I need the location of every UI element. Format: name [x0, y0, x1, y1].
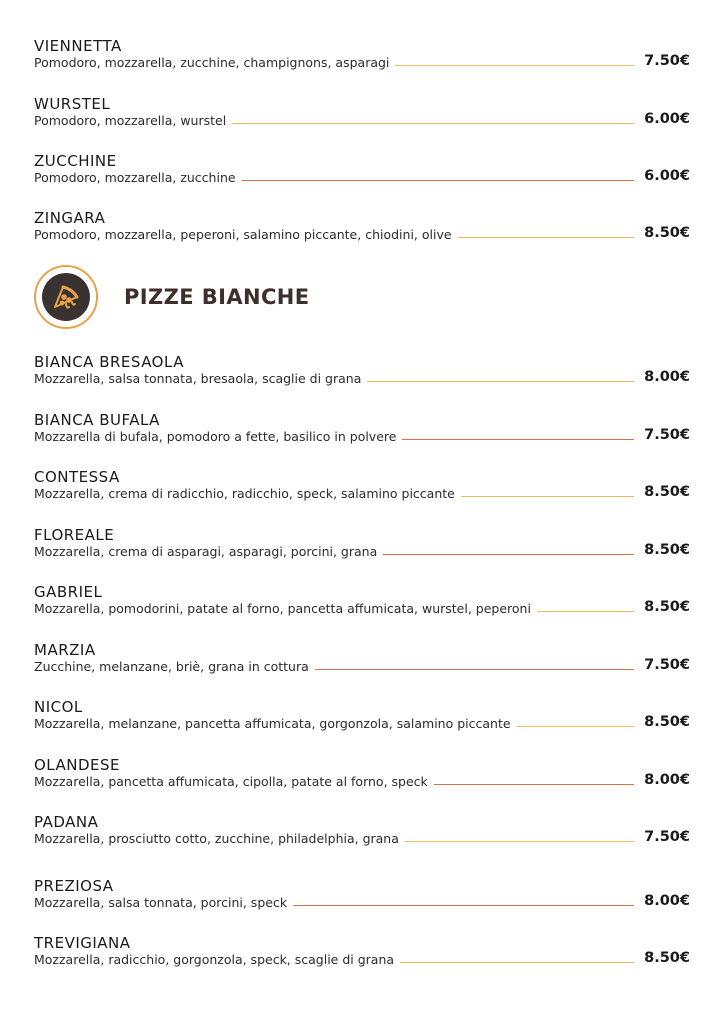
- item-description: Zucchine, melanzane, briè, grana in cottura: [34, 659, 309, 674]
- leader-line: [405, 841, 634, 842]
- menu-item: [34, 934, 690, 974]
- leader-line: [383, 554, 634, 555]
- leader-line: [395, 65, 634, 66]
- item-description: Pomodoro, mozzarella, peperoni, salamino piccante, chiodini, olive: [34, 227, 452, 242]
- leader-line: [458, 237, 634, 238]
- item-description: Mozzarella, crema di radicchio, radicchio, speck, salamino piccante: [34, 486, 455, 501]
- item-description: Mozzarella, salsa tonnata, bresaola, scaglie di grana: [34, 371, 362, 386]
- leader-line: [461, 496, 634, 497]
- item-name: FLOREALE: [34, 526, 115, 544]
- menu-item: [34, 526, 690, 566]
- item-price: 8.50€: [644, 225, 690, 241]
- menu-item: [34, 353, 690, 393]
- item-price: 8.50€: [644, 484, 690, 500]
- leader-line: [367, 381, 634, 382]
- item-name: ZINGARA: [34, 209, 106, 227]
- item-price: 7.50€: [644, 427, 690, 443]
- item-description: Mozzarella, pancetta affumicata, cipolla, patate al forno, speck: [34, 774, 428, 789]
- item-name: PREZIOSA: [34, 877, 114, 895]
- item-name: TREVIGIANA: [34, 934, 131, 952]
- item-description: Mozzarella di bufala, pomodoro a fette, basilico in polvere: [34, 429, 397, 444]
- leader-line: [400, 962, 634, 963]
- item-description: Mozzarella, pomodorini, patate al forno, pancetta affumicata, wurstel, peperoni: [34, 601, 531, 616]
- item-price: 7.50€: [644, 53, 690, 69]
- item-price: 8.00€: [644, 369, 690, 385]
- item-name: WURSTEL: [34, 95, 111, 113]
- item-name: VIENNETTA: [34, 37, 122, 55]
- pizza-slice-icon: [34, 265, 98, 329]
- item-description: Mozzarella, radicchio, gorgonzola, speck, scaglie di grana: [34, 952, 395, 967]
- item-price: 8.50€: [644, 542, 690, 558]
- menu-item: [34, 209, 690, 249]
- item-price: 7.50€: [644, 657, 690, 673]
- menu-item: [34, 37, 690, 77]
- item-name: MARZIA: [34, 641, 96, 659]
- section-header: [34, 265, 434, 335]
- item-price: 7.50€: [644, 829, 690, 845]
- section-title: PIZZE BIANCHE: [124, 285, 310, 309]
- menu-item: [34, 877, 690, 917]
- item-description: Mozzarella, salsa tonnata, porcini, speck: [34, 895, 288, 910]
- leader-line: [315, 669, 634, 670]
- leader-line: [232, 123, 634, 124]
- menu-item: [34, 641, 690, 681]
- item-description: Pomodoro, mozzarella, zucchine: [34, 170, 236, 185]
- leader-line: [242, 180, 634, 181]
- item-description: Mozzarella, crema di asparagi, asparagi, porcini, grana: [34, 544, 378, 559]
- leader-line: [434, 784, 634, 785]
- menu-item: [34, 698, 690, 738]
- item-name: OLANDESE: [34, 756, 121, 774]
- item-price: 6.00€: [644, 111, 690, 127]
- item-name: CONTESSA: [34, 468, 120, 486]
- item-name: GABRIEL: [34, 583, 103, 601]
- leader-line: [293, 905, 634, 906]
- menu-item: [34, 468, 690, 508]
- item-name: BIANCA BRESAOLA: [34, 353, 184, 371]
- item-price: 8.50€: [644, 950, 690, 966]
- menu-item: [34, 813, 690, 853]
- item-name: NICOL: [34, 698, 83, 716]
- menu-item: [34, 583, 690, 623]
- item-price: 8.50€: [644, 714, 690, 730]
- item-name: ZUCCHINE: [34, 152, 117, 170]
- item-name: PADANA: [34, 813, 99, 831]
- menu-item: [34, 152, 690, 192]
- item-description: Pomodoro, mozzarella, wurstel: [34, 113, 227, 128]
- item-price: 8.00€: [644, 772, 690, 788]
- menu-item: [34, 756, 690, 796]
- menu-item: [34, 95, 690, 135]
- leader-line: [402, 439, 634, 440]
- item-description: Mozzarella, melanzane, pancetta affumicata, gorgonzola, salamino piccante: [34, 716, 511, 731]
- item-description: Mozzarella, prosciutto cotto, zucchine, philadelphia, grana: [34, 831, 399, 846]
- item-name: BIANCA BUFALA: [34, 411, 160, 429]
- menu-item: [34, 411, 690, 451]
- item-description: Pomodoro, mozzarella, zucchine, champignons, asparagi: [34, 55, 390, 70]
- item-price: 8.50€: [644, 599, 690, 615]
- leader-line: [517, 726, 634, 727]
- leader-line: [537, 611, 634, 612]
- item-price: 6.00€: [644, 168, 690, 184]
- item-price: 8.00€: [644, 893, 690, 909]
